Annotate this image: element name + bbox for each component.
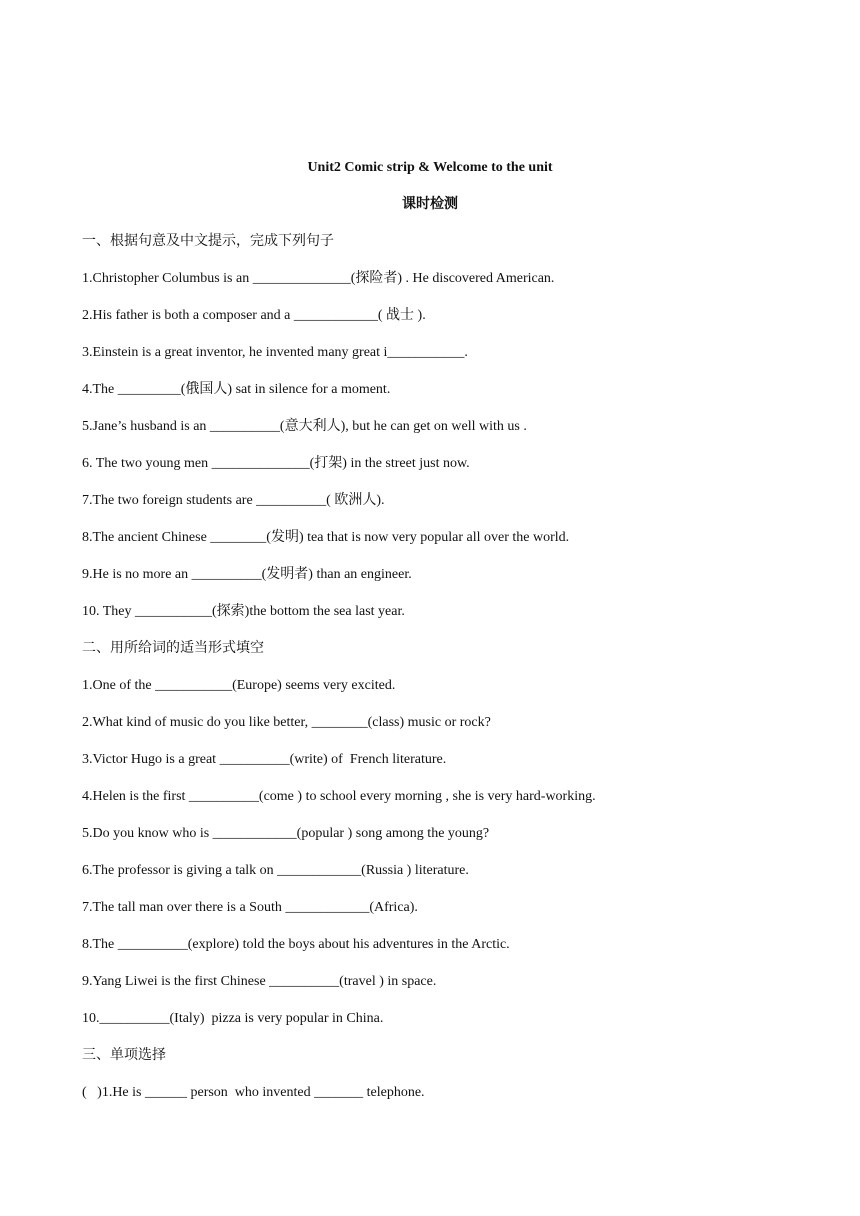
- exercise-item: 1.One of the ___________(Europe) seems very excited.: [82, 678, 396, 693]
- exercise-item: ( )1.He is ______ person who invented _______ telephone.: [82, 1085, 425, 1100]
- exercise-item: 10.__________(Italy) pizza is very popular in China.: [82, 1011, 384, 1026]
- page-subtitle: 课时检测: [402, 197, 458, 212]
- exercise-item: 2.His father is both a composer and a ____________( 战士 ).: [82, 308, 426, 323]
- exercise-item: 10. They ___________(探索)the bottom the sea last year.: [82, 604, 405, 619]
- exercise-item: 9.He is no more an __________(发明者) than an engineer.: [82, 567, 412, 582]
- exercise-item: 2.What kind of music do you like better, ________(class) music or rock?: [82, 715, 491, 730]
- exercise-item: 8.The ancient Chinese ________(发明) tea that is now very popular all over the world.: [82, 530, 570, 545]
- exercise-item: 6. The two young men ______________(打架) in the street just now.: [82, 456, 470, 471]
- exercise-item: 5.Jane’s husband is an __________(意大利人), but he can get on well with us .: [82, 419, 527, 434]
- exercise-item: 7.The tall man over there is a South ____________(Africa).: [82, 900, 418, 915]
- exercise-item: 9.Yang Liwei is the first Chinese __________(travel ) in space.: [82, 974, 437, 989]
- section-heading-3: 三、单项选择: [82, 1048, 166, 1063]
- page-title: Unit2 Comic strip & Welcome to the unit: [307, 160, 553, 175]
- exercise-item: 3.Einstein is a great inventor, he invented many great i___________.: [82, 345, 468, 360]
- exercise-item: 4.Helen is the first __________(come ) to school every morning , she is very hard-working.: [82, 789, 596, 804]
- exercise-item: 4.The _________(俄国人) sat in silence for a moment.: [82, 382, 391, 397]
- section-heading-2: 二、用所给词的适当形式填空: [82, 641, 264, 656]
- exercise-item: 8.The __________(explore) told the boys about his adventures in the Arctic.: [82, 937, 510, 952]
- exercise-item: 6.The professor is giving a talk on ____________(Russia ) literature.: [82, 863, 469, 878]
- exercise-item: 7.The two foreign students are __________( 欧洲人).: [82, 493, 385, 508]
- exercise-item: 3.Victor Hugo is a great __________(write) of French literature.: [82, 752, 447, 767]
- exercise-item: 5.Do you know who is ____________(popular ) song among the young?: [82, 826, 490, 841]
- section-heading-1: 一、根据句意及中文提示，完成下列句子: [82, 234, 334, 249]
- exercise-item: 1.Christopher Columbus is an ______________(探险者) . He discovered American.: [82, 271, 555, 286]
